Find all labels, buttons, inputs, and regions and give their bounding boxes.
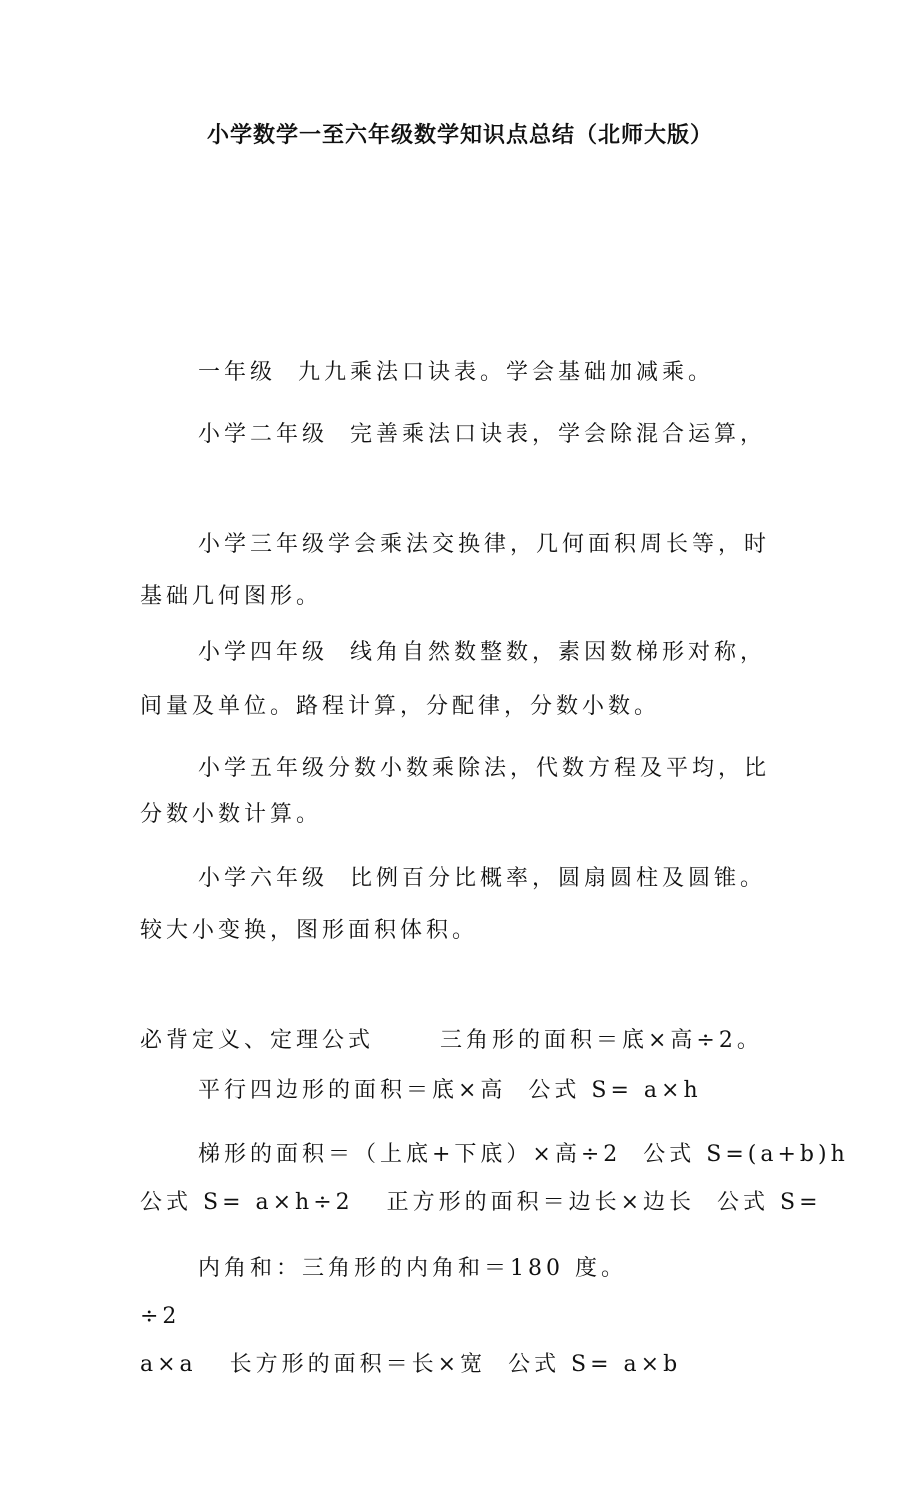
paragraph-line: 小学六年级 比例百分比概率，圆扇圆柱及圆锥。 xyxy=(198,866,766,891)
document-title: 小学数学一至六年级数学知识点总结（北师大版） xyxy=(206,123,713,148)
paragraph-line: 一年级 九九乘法口诀表。学会基础加减乘。 xyxy=(198,360,714,385)
paragraph-line: 间量及单位。路程计算，分配律，分数小数。 xyxy=(140,694,661,719)
paragraph-line: 小学五年级分数小数乘除法，代数方程及平均，比 xyxy=(198,756,771,781)
paragraph-line: 分数小数计算。 xyxy=(140,802,323,827)
paragraph-line: 梯形的面积＝（上底+下底）×高÷2 公式 S=(a+b)h xyxy=(198,1142,849,1167)
paragraph-line: 内角和：三角形的内角和＝180 度。 xyxy=(198,1256,627,1281)
paragraph-line: a×a 长方形的面积＝长×宽 公式 S= a×b xyxy=(140,1352,682,1377)
paragraph-line: 较大小变换，图形面积体积。 xyxy=(140,918,479,943)
paragraph-line: 基础几何图形。 xyxy=(140,584,323,609)
paragraph-line: 小学二年级 完善乘法口诀表，学会除混合运算， xyxy=(198,422,766,447)
paragraph-line: 公式 S= a×h÷2 正方形的面积＝边长×边长 公式 S= xyxy=(140,1190,822,1215)
paragraph-line: 必背定义、定理公式 三角形的面积＝底×高÷2。 xyxy=(140,1028,763,1053)
paragraph-line: 平行四边形的面积＝底×高 公式 S= a×h xyxy=(198,1078,702,1103)
paragraph-line: ÷2 xyxy=(140,1304,181,1329)
paragraph-line: 小学四年级 线角自然数整数，素因数梯形对称， xyxy=(198,640,766,665)
paragraph-angle-sum xyxy=(140,1134,790,1404)
paragraph-line: 小学三年级学会乘法交换律，几何面积周长等，时 xyxy=(198,532,771,557)
